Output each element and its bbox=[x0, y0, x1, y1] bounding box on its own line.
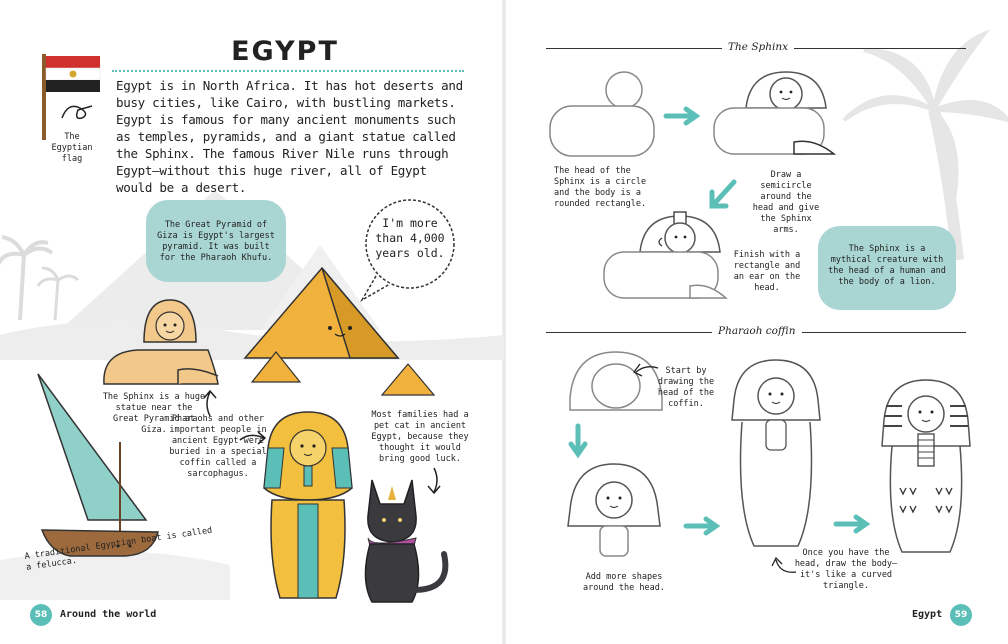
coffin-step1-text: Start by drawing the head of the coffin. bbox=[657, 366, 715, 409]
black-cat-illustration bbox=[352, 470, 462, 610]
page-number-badge: 58 bbox=[30, 604, 52, 626]
sphinx-step3-drawing bbox=[600, 210, 730, 300]
coffin-section-title: Pharaoh coffin bbox=[712, 325, 802, 337]
sarcophagus-illustration bbox=[258, 408, 358, 608]
flag-caption: The Egyptian flag bbox=[51, 132, 93, 164]
page-title: EGYPT bbox=[231, 36, 339, 67]
boat-caption: A traditional Egyptian boat is called a felucca. bbox=[24, 525, 213, 573]
pyramid-character-illustration bbox=[240, 260, 460, 400]
sphinx-step3-text: Finish with a rectangle and an ear on the head. bbox=[733, 250, 801, 293]
coffin-step2-text: Add more shapes around the head. bbox=[583, 572, 665, 593]
sphinx-section-title: The Sphinx bbox=[722, 41, 794, 53]
teal-arrow-right-icon bbox=[664, 106, 704, 126]
coffin-step3-text: Once you have the head, draw the body—it's like a curved triangle. bbox=[794, 548, 898, 591]
coffin-finished-drawing bbox=[876, 376, 976, 556]
sphinx-fact-text: The Sphinx is a mythical creature with the head of a human and the body of a lion. bbox=[828, 244, 946, 287]
coffin-step1-drawing bbox=[566, 348, 666, 418]
curly-arrow-icon bbox=[58, 100, 98, 124]
teal-arrow-right-icon-3 bbox=[834, 514, 874, 534]
coffin-step3-drawing bbox=[726, 356, 826, 556]
teal-arrow-right-icon-2 bbox=[684, 516, 724, 536]
sphinx-step2-drawing bbox=[710, 68, 840, 158]
pyramid-info-text: The Great Pyramid of Giza is Egypt's largest pyramid. It was built for the Pharaoh Khufu. bbox=[157, 220, 275, 263]
sphinx-step2-text: Draw a semicircle around the head and give the Sphinx arms. bbox=[752, 170, 820, 235]
sphinx-step1-drawing bbox=[546, 70, 666, 160]
intro-paragraph: Egypt is in North Africa. It has hot deserts and busy cities, like Cairo, with bustling markets. Egypt is famous for many ancient monuments such as temples, pyramids, and a giant statue called the Sphinx. The famous River Nile runs through Egypt—without this huge river, all of Egypt would be a desert. bbox=[116, 78, 463, 195]
page-number-badge: 59 bbox=[950, 604, 972, 626]
egyptian-flag-icon bbox=[40, 52, 110, 142]
speech-bubble-text: I'm more than 4,000 years old. bbox=[375, 216, 445, 260]
right-page bbox=[504, 0, 1008, 644]
title-underline bbox=[112, 70, 464, 72]
footer-label: Egypt bbox=[912, 609, 943, 620]
down-arrow-icon bbox=[424, 466, 444, 496]
sphinx-caption: The Sphinx is a huge statue near the Great Pyramid at Giza. bbox=[102, 392, 206, 435]
cat-caption: Most families had a pet cat in ancient Egypt, because they thought it would bring good luck. bbox=[371, 410, 469, 464]
pharaoh-caption: Pharaohs and other important people in ancient Egypt were buried in a special coffin called a sarcophagus. bbox=[169, 414, 267, 479]
coffin-step2-drawing bbox=[564, 460, 664, 570]
footer-label: Around the world bbox=[60, 609, 157, 620]
teal-arrow-down-icon bbox=[568, 424, 588, 460]
sphinx-step1-text: The head of the Sphinx is a circle and the body is a rounded rectangle. bbox=[554, 166, 647, 209]
